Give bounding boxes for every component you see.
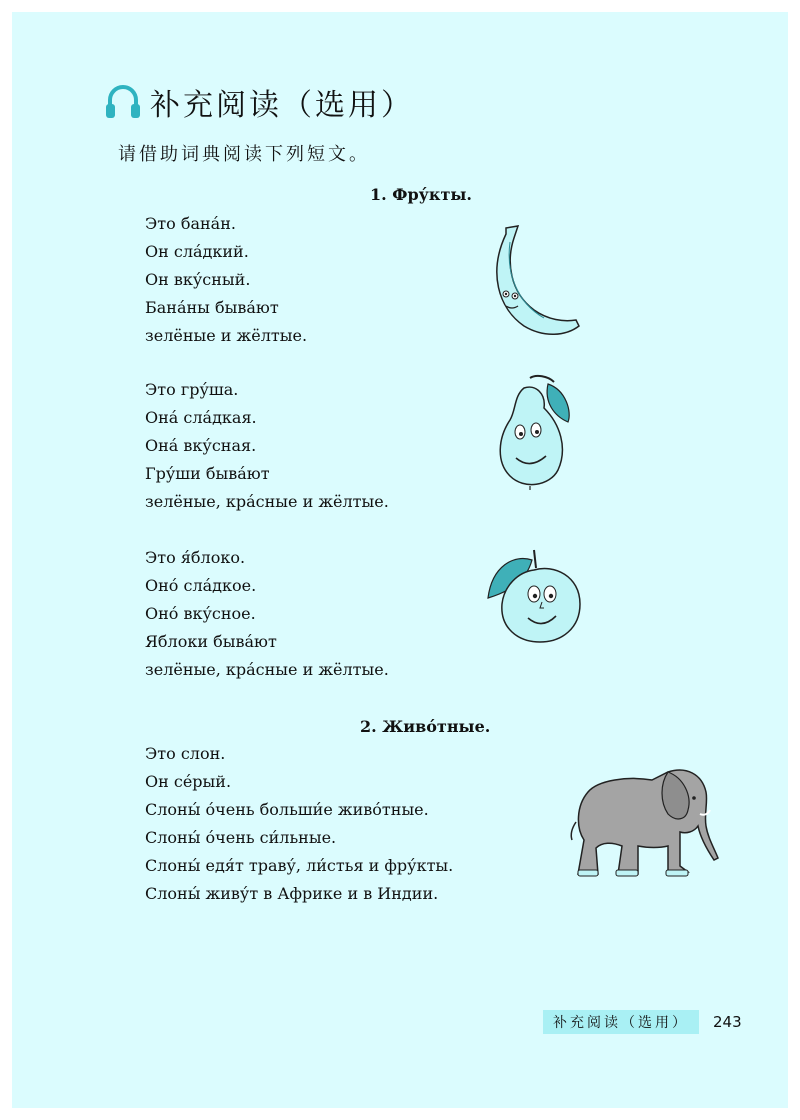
pear-illustration [494, 372, 578, 494]
text-line: Это слон. [145, 744, 226, 763]
text-line: Оно́ вку́сное. [145, 604, 256, 623]
headphones-icon [104, 82, 142, 122]
paragraph-elephant [145, 740, 453, 908]
text-line: Слоны́ о́чень си́льные. [145, 828, 337, 847]
text-line: Оно́ сла́дкое. [145, 576, 257, 595]
section-heading-fruits: 1. Фру́кты. [370, 185, 472, 204]
elephant-illustration [568, 762, 724, 886]
paragraph-pear [145, 376, 389, 516]
text-line: Она́ вку́сная. [145, 436, 257, 455]
paragraph-apple [145, 544, 389, 684]
footer-label: 补充阅读（选用） [543, 1010, 699, 1034]
text-line: Это бана́н. [145, 214, 236, 233]
text-line: Слоны́ едя́т траву́, ли́стья и фру́кты. [145, 856, 454, 875]
text-line: зелёные, кра́сные и жёлтые. [145, 492, 389, 511]
text-line: зелёные, кра́сные и жёлтые. [145, 660, 389, 679]
text-line: Гру́ши быва́ют [145, 464, 270, 483]
section-header [104, 80, 414, 124]
text-line: Слоны́ о́чень больши́е живо́тные. [145, 800, 429, 819]
page-footer [543, 1010, 742, 1034]
instruction-text: 请借助词典阅读下列短文。 [118, 144, 370, 165]
text-line: Он се́рый. [145, 772, 232, 791]
text-line: Бана́ны быва́ют [145, 298, 279, 317]
apple-illustration [484, 548, 588, 648]
text-line: Это я́блоко. [145, 548, 246, 567]
text-line: Он сла́дкий. [145, 242, 249, 261]
section-heading-animals: 2. Живо́тные. [360, 717, 491, 736]
banana-illustration [484, 222, 584, 344]
page [12, 12, 788, 1108]
text-line: Он вку́сный. [145, 270, 251, 289]
page-number: 243 [713, 1013, 742, 1031]
page-title: 补充阅读（选用） [150, 88, 414, 123]
text-line: зелёные и жёлтые. [145, 326, 308, 345]
text-line: Она́ сла́дкая. [145, 408, 257, 427]
text-line: Это гру́ша. [145, 380, 239, 399]
text-line: Слоны́ живу́т в Африке и в Индии. [145, 884, 439, 903]
paragraph-banana [145, 210, 307, 350]
text-line: Яблоки быва́ют [145, 632, 277, 651]
